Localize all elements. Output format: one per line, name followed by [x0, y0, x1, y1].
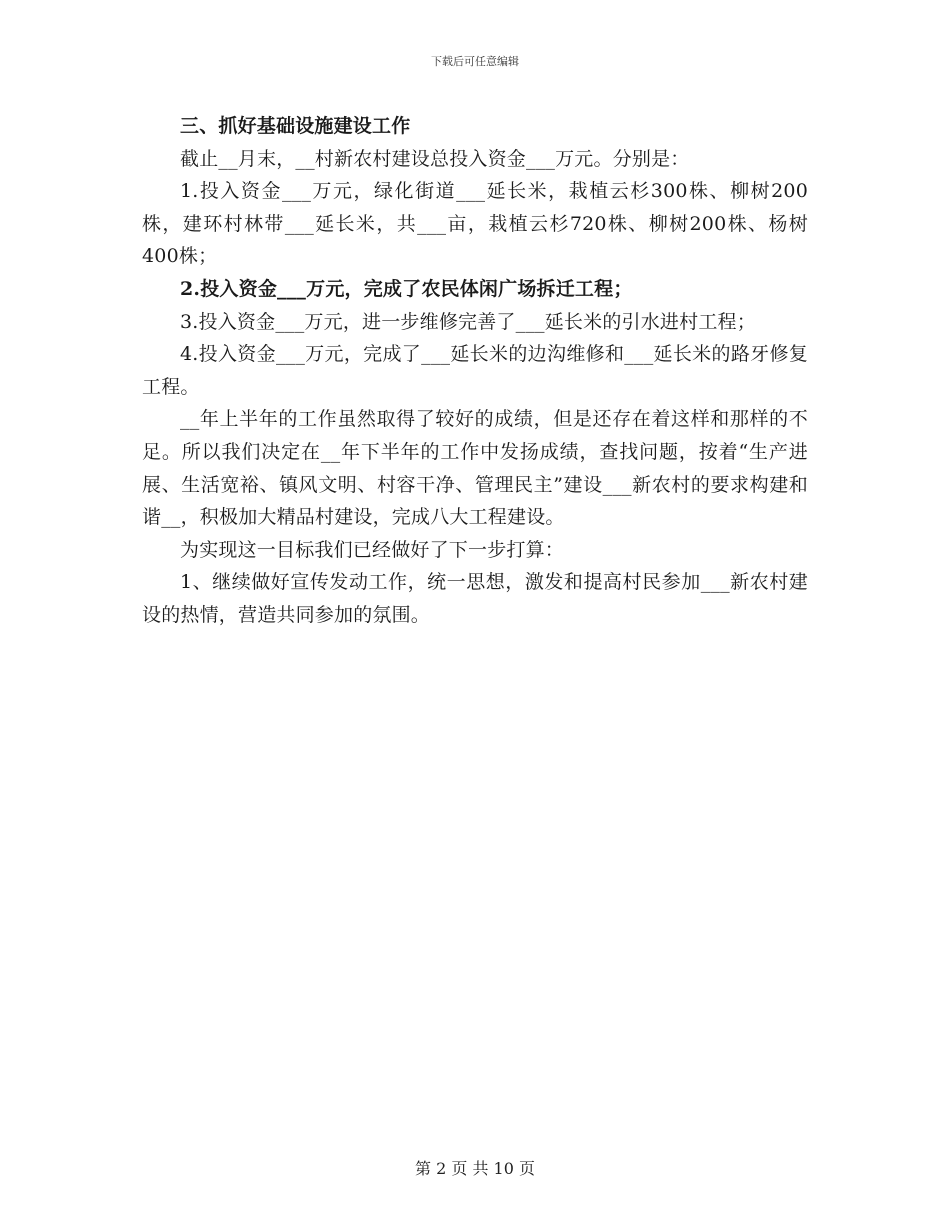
- header-note: 下载后可任意编辑: [431, 55, 519, 68]
- paragraph-plan-item-1: 1、继续做好宣传发动工作，统一思想，激发和提高村民参加___新农村建设的热情，营造共同参加的氛围。: [142, 571, 808, 626]
- document-body: [142, 110, 808, 632]
- paragraph-item-2: 2.投入资金___万元，完成了农民体闲广场拆迁工程；: [180, 277, 633, 300]
- page-number: 第 2 页 共 10 页: [415, 1159, 535, 1178]
- paragraph-item-4: 4.投入资金___万元，完成了___延长米的边沟维修和___延长米的路牙修复工程。: [142, 343, 808, 398]
- paragraph-intro: 截止__月末，__村新农村建设总投入资金___万元。分别是：: [180, 147, 690, 170]
- paragraph-item-1: 1.投入资金___万元，绿化街道___延长米，栽植云杉300株、柳树200株，建环村林带___延长米，共___亩，栽植云杉720株、柳树200株、杨树400株；: [142, 180, 808, 268]
- paragraph-summary: __年上半年的工作虽然取得了较好的成绩，但是还存在着这样和那样的不足。所以我们决定在__年下半年的工作中发扬成绩，查找问题，按着“生产进展、生活宽裕、镇风文明、村容干净、管理民主”建设___新农村的要求构建和谐__，积极加大精品村建设，完成八大工程建设。: [142, 408, 808, 529]
- section-heading: 三、抓好基础设施建设工作: [180, 115, 411, 137]
- paragraph-plan-intro: 为实现这一目标我们已经做好了下一步打算：: [180, 538, 565, 561]
- paragraph-item-3: 3.投入资金___万元，进一步维修完善了___延长米的引水进村工程；: [180, 310, 756, 333]
